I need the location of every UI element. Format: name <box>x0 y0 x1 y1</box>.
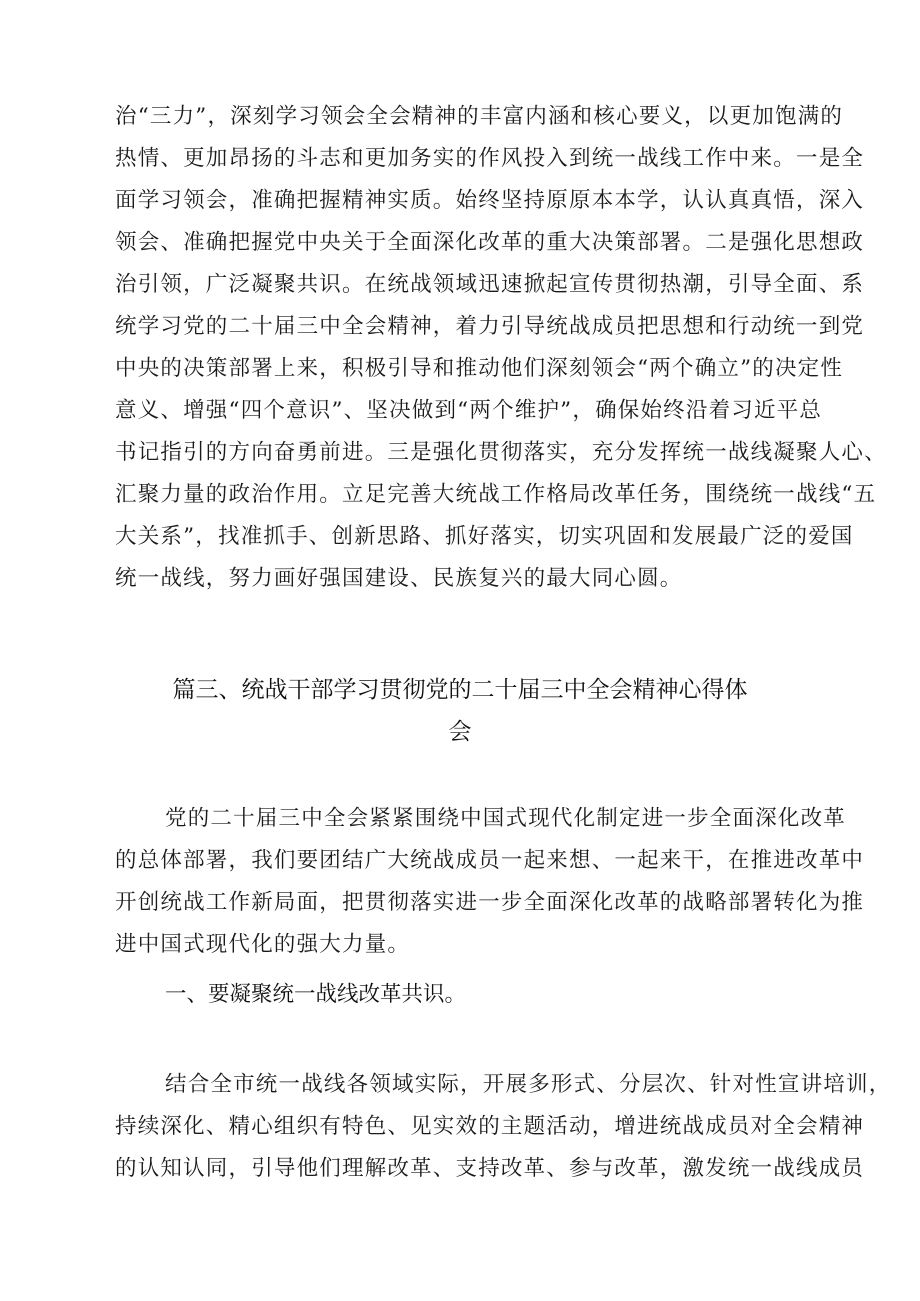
subsection-heading: 一、要凝聚统一战线改革共识。 <box>165 982 467 1007</box>
text-line: 进中国式现代化的强大力量。 <box>115 932 411 957</box>
text-line: 热情、更加昂扬的斗志和更加务实的作风投入到统一战线工作中来。一是全 <box>115 146 865 171</box>
text-line: 的认知认同，引导他们理解改革、支持改革、参与改革，激发统一战线成员 <box>115 1156 865 1181</box>
text-line: 汇聚力量的政治作用。立足完善大统战工作格局改革任务，围绕统一战线“五 <box>115 482 877 507</box>
text-line: 结合全市统一战线各领域实际，开展多形式、分层次、针对性宣讲培训， <box>165 1072 892 1097</box>
text-line: 治引领，广泛凝聚共识。在统战领域迅速掀起宣传贯彻热潮，引导全面、系 <box>115 272 865 297</box>
text-line: 意义、增强“四个意识”、坚决做到“两个维护”，确保始终沿着习近平总 <box>115 398 823 423</box>
text-line: 书记指引的方向奋勇前进。三是强化贯彻落实，充分发挥统一战线凝聚人心、 <box>115 440 887 465</box>
text-line: 党的二十届三中全会紧紧围绕中国式现代化制定进一步全面深化改革 <box>165 806 847 831</box>
text-line: 领会、准确把握党中央关于全面深化改革的重大决策部署。二是强化思想政 <box>115 230 865 255</box>
text-line: 统一战线，努力画好强国建设、民族复兴的最大同心圆。 <box>115 566 683 591</box>
text-line: 开创统战工作新局面，把贯彻落实进一步全面深化改革的战略部署转化为推 <box>115 890 865 915</box>
text-line: 治“三力”，深刻学习领会全会精神的丰富内涵和核心要义，以更加饱满的 <box>115 104 844 129</box>
text-line: 的总体部署，我们要团结广大统战成员一起来想、一起来干，在推进改革中 <box>115 848 865 873</box>
heading-line: 篇三、统战干部学习贯彻党的二十届三中全会精神心得体 <box>172 677 748 703</box>
text-line: 面学习领会，准确把握精神实质。始终坚持原原本本学，认认真真悟，深入 <box>115 188 865 213</box>
text-line: 中央的决策部署上来，积极引导和推动他们深刻领会“两个确立”的决定性 <box>115 356 844 381</box>
text-line: 统学习党的二十届三中全会精神，着力引导统战成员把思想和行动统一到党 <box>115 314 865 339</box>
heading-line: 会 <box>448 719 472 745</box>
text-line: 持续深化、精心组织有特色、见实效的主题活动，增进统战成员对全会精神 <box>115 1114 865 1139</box>
text-line: 大关系”，找准抓手、创新思路、抓好落实，切实巩固和发展最广泛的爱国 <box>115 524 854 549</box>
